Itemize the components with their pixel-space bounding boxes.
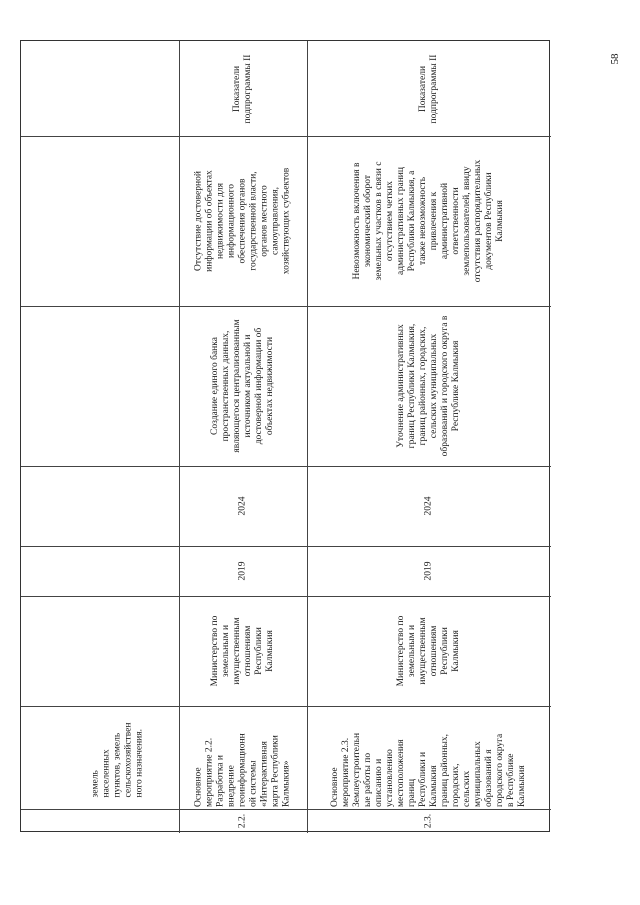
row-2-3-executor: Министерство по земельным и имущественным отношениям Республики Калмыкия <box>396 615 461 687</box>
row-2-2-start-year: 2019 <box>237 561 248 581</box>
row-2-3-consequence: Невозможность включения в экономический оборот земельных участков в связи с отсутствием четких административных границ Республики Калмыкия, а также невозможность привлечения к административной ответственности землепользователей, ввиду отсутствия распорядительных документов Республики Калмыкия <box>352 159 505 283</box>
row-2-2-name: Основное мероприятие 2.2. Разработка и внедрение геоинформационн ой системы «Интерактивная карта Республики Калмыкия» <box>193 732 292 807</box>
row-continuation-name: земель населенных пунктов, земель сельскохозяйствен ного назначения. <box>90 722 145 797</box>
row-2-2-indicator-link: Показатели подпрограммы II <box>232 54 253 123</box>
row-2-3-name: Основное мероприятие 2.3. Землеустроительн ые работы по описанию и установлению местоположения границ Республики и Калмыкия границ районных, городских, сельских муниципальных образований я городского округа в Республике Калмыкия <box>330 732 527 807</box>
page-number: 58 <box>609 53 621 65</box>
measures-table <box>20 40 550 832</box>
row-2-3-indicator-link: Показатели подпрограммы II <box>418 54 439 123</box>
row-2-2-result: Создание единого банка пространственных данных, являющегося централизованным источником актуальной и достоверной информации об объектах недвижимости <box>210 319 275 453</box>
row-2-3-result: Уточнение административных границ Республики Калмыкия, границ районных, городских, сельских муниципальных образований и городского округа в Республике Калмыкия <box>396 315 461 457</box>
row-2-3-number: 2.3. <box>423 813 434 829</box>
row-2-3-start-year: 2019 <box>423 561 434 581</box>
row-2-2-executor: Министерство по земельным и имущественным отношениям Республики Калмыкия <box>210 615 275 687</box>
row-2-2-end-year: 2024 <box>237 496 248 516</box>
row-2-2-consequence: Отсутствие достоверной информации об объектах недвижимости для информационного обеспечения органов государственной власти, органов местного самоуправления, хозяйствующих субъектов <box>193 167 292 275</box>
row-2-3-end-year: 2024 <box>423 496 434 516</box>
row-2-2-number: 2.2. <box>237 813 248 829</box>
